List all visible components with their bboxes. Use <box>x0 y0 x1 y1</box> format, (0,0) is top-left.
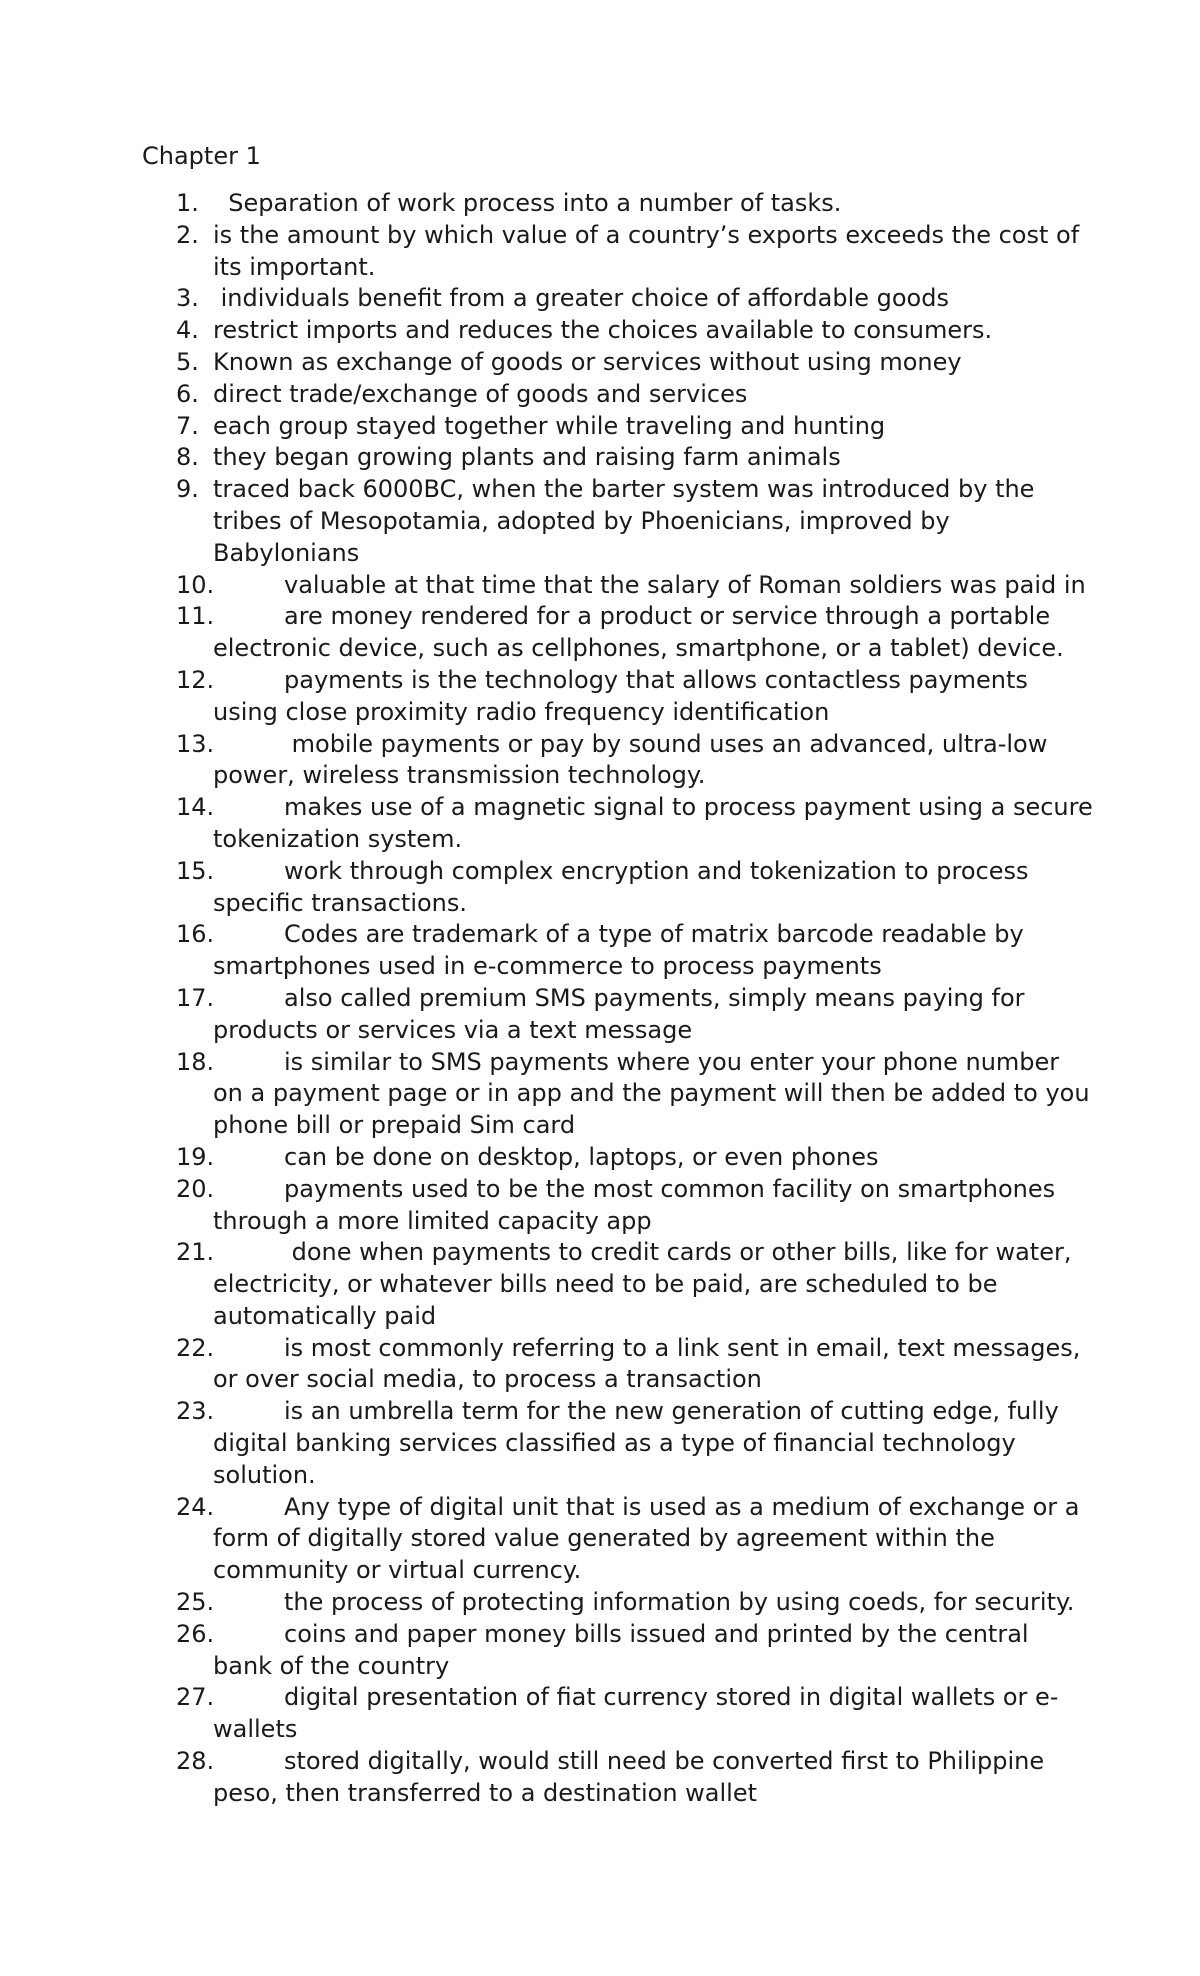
list-item-text: are money rendered for a product or service through a portable electronic device, such as cellphones, smartphone, or a tablet) device. <box>213 602 1064 663</box>
list-item <box>0 1619 1093 1683</box>
list-item-number: 27. <box>176 1683 215 1712</box>
list-item-text: payments used to be the most common facility on smartphones through a more limited capacity app <box>213 1174 1063 1235</box>
list-item <box>0 919 1093 983</box>
list-item <box>0 1746 1093 1810</box>
list-item <box>0 1682 1093 1746</box>
list-item-number: 13. <box>176 729 215 758</box>
list-item-text: Any type of digital unit that is used as a medium of exchange or a form of digitally stored value generated by agreement within the community or virtual currency. <box>213 1492 1088 1585</box>
list-item <box>0 1142 1093 1174</box>
list-item-number: 24. <box>176 1492 215 1521</box>
list-item-number: 15. <box>176 856 215 885</box>
list-item-number: 6. <box>176 379 199 408</box>
list-item-text: digital presentation of fiat currency stored in digital wallets or e-wallets <box>213 1683 1059 1744</box>
list-item-text: traced back 6000BC, when the barter system was introduced by the tribes of Mesopotamia, adopted by Phoenicians, improved by Babylonians <box>213 475 1043 567</box>
list-item <box>0 665 1093 729</box>
list-item-text: also called premium SMS payments, simply means paying for products or services via a text message <box>213 983 1033 1044</box>
list-item-number: 26. <box>176 1619 215 1648</box>
list-item-text: Known as exchange of goods or services without using money <box>213 347 962 376</box>
list-item-number: 25. <box>176 1588 215 1617</box>
list-item <box>0 1492 1093 1587</box>
list-item-number: 16. <box>176 920 215 949</box>
list-item-text: valuable at that time that the salary of Roman soldiers was paid in <box>284 570 1086 599</box>
list-item-text: Codes are trademark of a type of matrix barcode readable by smartphones used in e-commerce to process payments <box>213 920 1032 981</box>
list-item <box>0 1237 1093 1332</box>
list-item <box>0 315 1093 347</box>
numbered-list <box>0 188 1200 1810</box>
list-item <box>0 983 1093 1047</box>
list-item <box>0 1396 1093 1491</box>
list-item <box>0 1174 1093 1238</box>
chapter-title: Chapter 1 <box>142 142 261 170</box>
list-item <box>0 411 1093 443</box>
list-item-text: they began growing plants and raising farm animals <box>213 443 841 472</box>
list-item-number: 4. <box>176 316 199 345</box>
list-item <box>0 347 1093 379</box>
list-item <box>0 283 1093 315</box>
list-item <box>0 1587 1093 1619</box>
list-item <box>0 442 1093 474</box>
list-item-text: direct trade/exchange of goods and services <box>213 379 748 408</box>
list-item <box>0 474 1093 569</box>
list-item-number: 14. <box>176 793 215 822</box>
list-item-number: 11. <box>176 602 215 631</box>
list-item-text: is the amount by which value of a country’s exports exceeds the cost of its important. <box>213 220 1087 281</box>
list-item <box>0 1047 1098 1142</box>
list-item-text: coins and paper money bills issued and printed by the central bank of the country <box>213 1619 1037 1680</box>
list-item-text: makes use of a magnetic signal to process payment using a secure tokenization system. <box>213 793 1101 853</box>
list-item <box>0 379 1093 411</box>
list-item-number: 1. <box>176 189 199 217</box>
list-item-number: 10. <box>176 570 215 599</box>
list-item-number: 22. <box>176 1333 215 1362</box>
list-item-number: 2. <box>176 220 199 249</box>
list-item-number: 12. <box>176 665 215 694</box>
list-item-number: 9. <box>176 475 199 504</box>
list-item-number: 28. <box>176 1747 215 1776</box>
list-item-text: mobile payments or pay by sound uses an advanced, ultra-low power, wireless transmission technology. <box>213 729 1056 790</box>
list-item-text: stored digitally, would still need be converted first to Philippine peso, then transferred to a destination wallet <box>213 1747 1052 1807</box>
list-item-text: restrict imports and reduces the choices available to consumers. <box>213 316 993 345</box>
list-item <box>0 188 1093 220</box>
list-item-number: 20. <box>176 1174 215 1203</box>
list-item-number: 17. <box>176 983 215 1012</box>
list-item-number: 3. <box>176 284 199 313</box>
list-item-text: can be done on desktop, laptops, or even phones <box>284 1142 879 1171</box>
list-item-text: done when payments to credit cards or other bills, like for water, electricity, or whatever bills need to be paid, are scheduled to be automatically paid <box>213 1238 1080 1330</box>
list-item-number: 21. <box>176 1238 215 1267</box>
list-item-text: is similar to SMS payments where you enter your phone number on a payment page or in app and the payment will then be added to you phone bill or prepaid Sim card <box>213 1047 1098 1140</box>
list-item-text: is most commonly referring to a link sent in email, text messages, or over social media, to process a transaction <box>213 1333 1089 1394</box>
list-item-number: 18. <box>176 1047 215 1076</box>
list-item-text: each group stayed together while traveling and hunting <box>213 411 886 440</box>
list-item-text: is an umbrella term for the new generation of cutting edge, fully digital banking services classified as a type of financial technology solution. <box>213 1397 1067 1489</box>
list-item <box>0 220 1093 284</box>
list-item-number: 5. <box>176 347 199 376</box>
list-item-number: 8. <box>176 443 199 472</box>
list-item <box>0 601 1093 665</box>
list-item <box>0 856 1093 920</box>
list-item <box>0 729 1093 793</box>
list-item <box>0 792 1101 856</box>
list-item-text: individuals benefit from a greater choice of affordable goods <box>213 284 949 313</box>
list-item-text: payments is the technology that allows contactless payments using close proximity radio frequency identification <box>213 665 1036 726</box>
list-item-text: work through complex encryption and tokenization to process specific transactions. <box>213 856 1037 917</box>
list-item-number: 7. <box>176 411 199 440</box>
list-item <box>0 1333 1093 1397</box>
list-item-number: 19. <box>176 1142 215 1171</box>
list-item-text: Separation of work process into a number of tasks. <box>213 189 842 217</box>
list-item-text: the process of protecting information by using coeds, for security. <box>284 1588 1075 1617</box>
list-item-number: 23. <box>176 1397 215 1426</box>
list-item <box>0 570 1093 602</box>
